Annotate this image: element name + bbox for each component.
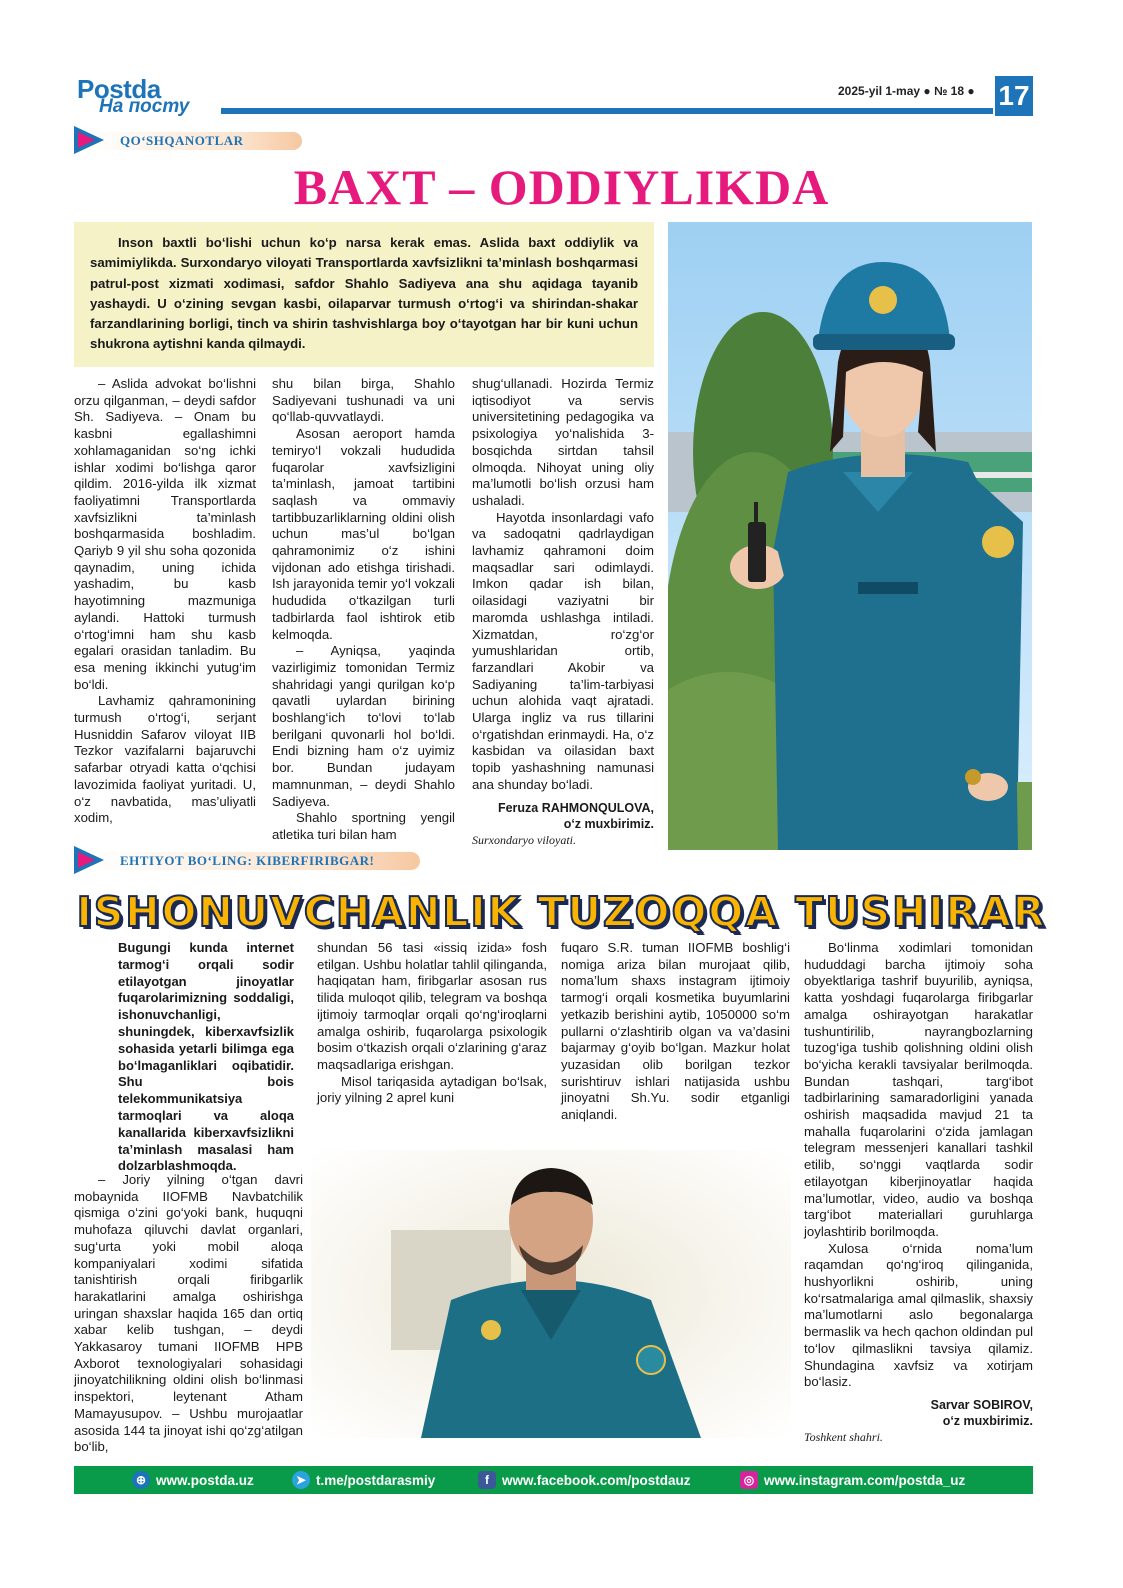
article-column-2: shu bilan birga, Shahlo Sadiyevani tushunadi va uni qo‘llab-quvvatlaydi. Asosan aeroport hamda temiryo‘l vokzali hududida fuqarolar xavfsizligini ta’minlash, jamoat tartibini saqlash va ommaviy tartibbuzarliklarning oldini olish uchun mas’ul bo‘lgan qahramonimiz o‘z ishini vijdonan ado etishga tirishadi. Ish jarayonida temir yo‘l vokzali hududida o‘tkazilgan turli tadbirlarda faol ishtirok etib kelmoqda. – Ayniqsa, yaqinda vazirligimiz tomonidan Termiz shahridagi yangi qurilgan ko‘p qavatli uylardan birining boshlang‘ich to‘lovi to‘lab berilgani quvonarli hol bo‘ldi. Endi bizning ham o‘z uyimiz bor. Bundan judayam mamnunman, – deydi Shahlo Sadiyeva. Shahlo sportning yengil atletika turi bilan ham	[272, 376, 455, 842]
author-role: o‘z muxbirimiz.	[563, 816, 654, 831]
article2-column-4: Bo‘linma xodimlari tomonidan hududdagi barcha ijtimoiy soha obyektlariga tashrif buyurilib, ayniqsa, katta yoshdagi fuqarolarga firibgarlar amalga oshirayotgan harakatlar tushuntirilib, nayrangbozlarning tuzog‘iga tushib qolishning oldini olish bo‘yicha kerakli tavsiyalar berilmoqda. Bundan tashqari, targ‘ibot tadbirlarining samaradorligini yanada oshirish maqsadida mavjud 21 ta mahalla fuqarolarini o‘zida jamlagan telegram messenjeri kanallari tashkil etilib, so‘nggi vaqtlarda sodir etilayotgan kiberjinoyatlar haqida ma’lumotlar, video, audio va boshqa targ‘ibot materiallari guruhlarga joylashtirib borilmoqda. Xulosa o‘rnida noma’lum raqamdan qo‘ng‘iroq qilinganida, hushyorlikni oshirib, uning ko‘rsatmalariga amal qilmaslik, shaxsiy ma’lumotlarni aslo begonalarga bermaslik va hech qachon oldindan pul to‘lov qilmaslikni tavsiya qilamiz. Shundagina xavfsiz va xotirjam bo‘lasiz. Sarvar SOBIROV, o‘z muxbirimiz. Toshkent shahri.	[804, 940, 1033, 1444]
footer-bar	[74, 1466, 1033, 1494]
author-role-2: o‘z muxbirimiz.	[942, 1413, 1033, 1428]
article-title: BAXT – ODDIYLIKDA	[293, 159, 830, 215]
logo-postda: Postda	[77, 74, 161, 104]
article-lead: Inson baxtli bo‘lishi uchun ko‘p narsa kerak emas. Aslida baxt oddiylik va samimiylikda. Surxondaryo viloyati Transportlarda xavfsizlikni ta’minlash boshqarmasi patrul-post xizmati xodimasi, safdor Shahlo Sadiyeva ana shu aqidaga tayanib yashaydi. U o‘zining sevgan kasbi, oilaparvar turmush o‘rtog‘i va shirindan-shakar farzandlarining borligi, tinch va shirin tashvishlarga boy o‘tayotgan har bir kuni uchun shukrona aytishni kanda qilmaydi.	[74, 222, 654, 367]
author-place-2: Toshkent shahri.	[804, 1429, 883, 1444]
article2-column-1: – Joriy yilning o‘tgan davri mobaynida IIOFMB Navbatchilik qismiga o‘zini go‘yoki bank, huquqni muhofaza qiluvchi davlat organlari, sug‘urta yoki mobil aloqa kompaniyalari xodimi sifatida tanishtirish orqali firibgarlik harakatlarini amalga oshirishga uringan shaxslar haqida 165 dan ortiq xabar kelib tushgan, – deydi Yakkasaroy tumani IIOFMB HPB Axborot texnologiyalari sohasidagi jinoyatchilikning oldini olish bo‘linmasi inspektori, leytenant Atham Mamayusupov. – Ushbu murojaatlar asosida 144 ta jinoyat ishi qo‘zg‘atilgan bo‘lib,	[74, 1172, 303, 1455]
issue-date: 2025-yil 1-may ● № 18 ●	[838, 84, 975, 98]
logo-na-postu: На посту	[99, 96, 190, 117]
article2-column-3: fuqaro S.R. tuman IIOFMB boshlig‘i nomiga ariza bilan murojaat qilib, noma’lum shaxs instagram ijtimoiy tarmog‘i orqali kosmetika buyumlarini yetkazib berishini aytib, 1050000 so‘m pullarni o‘zlashtirib olgan va va’dasini bajarmay g‘oyib bo‘lgan. Mazkur holat yuzasidan olib borilgan tezkor surishtiruv ishlari natijasida ushbu jinoyatni Sh.Yu. sodir etganligi aniqlandi.	[561, 940, 790, 1123]
officer-photo	[668, 222, 1032, 850]
page-number: 17	[995, 76, 1033, 116]
footer-telegram[interactable]: ➤ t.me/postdarasmiy	[292, 1466, 435, 1494]
telegram-icon: ➤	[292, 1471, 310, 1489]
globe-icon: ⊕	[132, 1471, 150, 1489]
footer-instagram[interactable]: ◎ www.instagram.com/postda_uz	[740, 1466, 965, 1494]
article2-column-2: shundan 56 tasi «issiq izida» fosh etilgan. Ushbu holatlar tahlil qilinganda, haqiqatan ham, firibgarlar asosan rus tilida muloqot qilib, telegram va boshqa ijtimoiy tarmoqlar orqali qo‘ng‘iroqlarni amalga oshirib, fuqarolarga psixologik bosim o‘tkazish orqali o‘zlarining g‘araz maqsadlariga erishgan. Misol tariqasida aytadigan bo‘lsak, joriy yilning 2 aprel kuni	[317, 940, 547, 1106]
footer-facebook[interactable]: f www.facebook.com/postdauz	[478, 1466, 691, 1494]
article-title-2: ISHONUVCHANLIK TUZOQQA TUSHIRAR	[76, 888, 1047, 936]
section-ribbon	[74, 126, 302, 154]
section-label-2: EHTIYOT BO‘LING: KIBERFIRIBGAR!	[120, 853, 375, 868]
section-label: QO‘SHQANOTLAR	[120, 133, 244, 148]
instagram-icon: ◎	[740, 1471, 758, 1489]
author-place: Surxondaryo viloyati.	[472, 832, 576, 847]
article-lead-2: Bugungi kunda internet tarmog‘i orqali sodir etilayotgan jinoyatlar fuqarolarimizning soddaligi, ishonuvchanligi, shuningdek, kiberxavfsizlik sohasida yetarli bilimga ega bo‘lmaganliklari oqibatidir. Shu bois telekommunikatsiya tarmoqlari va aloqa kanallarida kiberxavfsizlikni ta’minlash masalasi ham dolzarblashmoqda.	[118, 940, 294, 1174]
article-column-1: – Aslida advokat bo‘lishni orzu qilganman, – deydi safdor Sh. Sadiyeva. – Onam bu kasbni egallashimni xohlamaganidan so‘ng ichki ishlar xodimi bo‘lishga qaror qildim. 2016-yilda ilk xizmat faoliyatimni Transportlarda xavfsizlikni ta’minlash boshqarmasida boshladim. Qariyb 9 yil shu soha qozonida qaynadim, uning ichida yashadim, bu kasb hayotimning mazmuniga aylandi. Hattoki turmush o‘rtog‘imni ham shu kasb egalari orasidan tanladim. Bu esa mening ikkinchi yutug‘im bo‘ldi. Lavhamiz qahramonining turmush o‘rtog‘i, serjant Husniddin Safarov viloyat IIB Tezkor vazifalarni bajaruvchi safarbar otryadi katta o‘qchisi lavozimida faoliyat yuritadi. U, o‘z navbatida, mas’uliyatli xodim,	[74, 376, 256, 826]
inspector-photo	[311, 1150, 791, 1438]
header-rule	[221, 108, 993, 114]
footer-website[interactable]: ⊕ www.postda.uz	[132, 1466, 254, 1494]
facebook-icon: f	[478, 1471, 496, 1489]
article-column-3: shug‘ullanadi. Hozirda Termiz iqtisodiyot va servis universitetining pedagogika va psixologiya yo‘nalishida 3-bosqichda sirtdan tahsil olmoqda. Nihoyat uning oliy ma’lumotli bo‘lish orzusi ham ushaladi. Hayotda insonlardagi vafo va sadoqatni qadrlaydigan lavhamiz qahramoni doim maqsadlar sari odimlaydi. Imkon qadar ish bilan, oilasidagi vaziyatni bir maromda ushlashga intiladi. Xizmatdan, ro‘zg‘or yumushlaridan ortib, farzandlari Akobir va Sadiyaning ta’lim-tarbiyasi uchun alohida vaqt ajratadi. Ularga ingliz va rus tillarini o‘rgatishdan erinmaydi. Ha, o‘z kasbidan va oilasidan baxt topib yashashning namunasi ana shunday bo‘ladi. Feruza RAHMONQULOVA, o‘z muxbirimiz. Surxondaryo viloyati.	[472, 376, 654, 847]
author-name-2: Sarvar SOBIROV,	[930, 1397, 1033, 1412]
section-ribbon-2	[74, 846, 420, 874]
author-name: Feruza RAHMONQULOVA,	[497, 800, 654, 815]
